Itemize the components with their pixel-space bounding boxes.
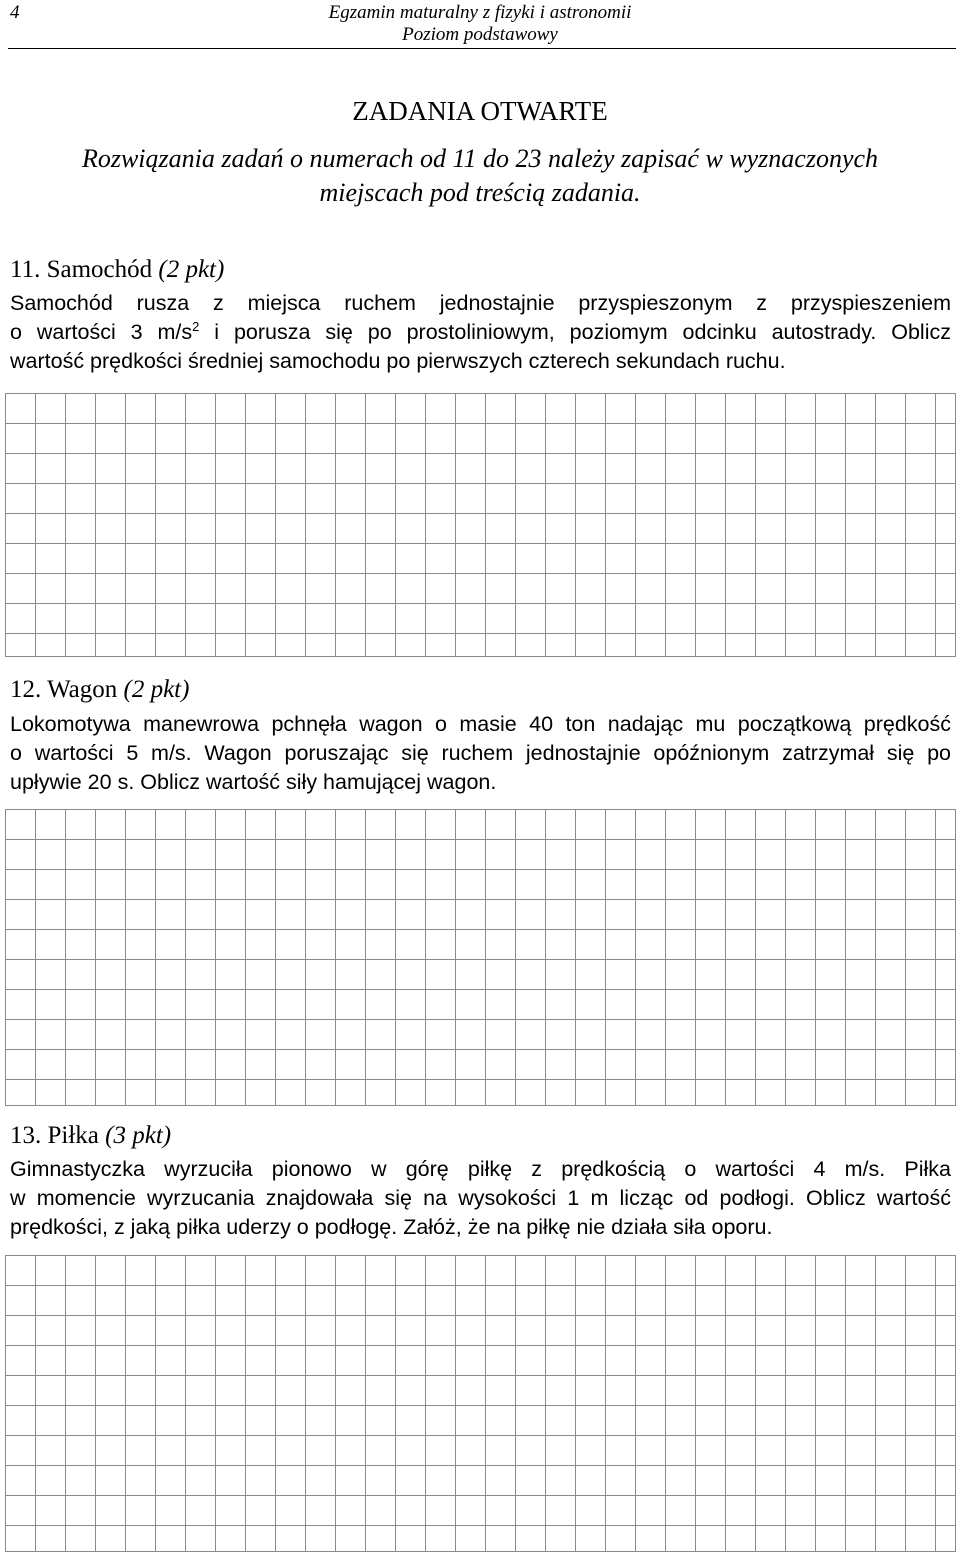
task-number: 12. bbox=[10, 676, 42, 703]
task-name: Samochód bbox=[46, 256, 153, 283]
answer-grid-12[interactable] bbox=[5, 809, 956, 1106]
task-number: 11. bbox=[10, 256, 41, 283]
task-11-line-2-end: i porusza się po prostoliniowym, poziomym odcinku autostrady. Oblicz bbox=[199, 320, 951, 344]
task-13-text bbox=[10, 1155, 951, 1242]
answer-grid-13[interactable] bbox=[5, 1255, 956, 1552]
section-instruction bbox=[40, 142, 920, 210]
answer-grid-11[interactable] bbox=[5, 393, 956, 657]
task-number: 13. bbox=[10, 1122, 42, 1149]
task-11-line-3: wartość prędkości średniej samochodu po pierwszych czterech sekundach ruchu. bbox=[10, 349, 786, 373]
task-12-text bbox=[10, 710, 951, 797]
task-13-title bbox=[10, 1122, 171, 1150]
task-12-line-3: upływie 20 s. Oblicz wartość siły hamującej wagon. bbox=[10, 770, 497, 794]
task-13-line-2: w momencie wyrzucania znajdowała się na wysokości 1 m licząc od podłogi. Oblicz wartość bbox=[10, 1186, 951, 1210]
task-13-line-3: prędkości, z jaką piłka uderzy o podłogę. Załóż, że na piłkę nie działa siła oporu. bbox=[10, 1215, 773, 1239]
task-12-line-1: Lokomotywa manewrowa pchnęła wagon o masie 40 ton nadając mu początkową prędkość bbox=[10, 712, 951, 736]
instruction-line-1: Rozwiązania zadań o numerach od 11 do 23 należy zapisać w wyznaczonych bbox=[81, 144, 879, 173]
exam-level: Poziom podstawowy bbox=[402, 24, 558, 45]
task-12-line-2: o wartości 5 m/s. Wagon poruszając się ruchem jednostajnie opóźnionym zatrzymał się po bbox=[10, 741, 951, 765]
task-11-line-1: Samochód rusza z miejsca ruchem jednostajnie przyspieszonym z przyspieszeniem bbox=[10, 291, 951, 315]
task-points: (2 pkt) bbox=[158, 256, 225, 283]
task-points: (2 pkt) bbox=[123, 676, 190, 703]
task-11-title bbox=[10, 256, 224, 284]
page-number: 4 bbox=[10, 2, 20, 23]
unit-exponent: 2 bbox=[192, 318, 200, 334]
section-title: ZADANIA OTWARTE bbox=[352, 96, 608, 126]
exam-title: Egzamin maturalny z fizyki i astronomii bbox=[328, 2, 632, 23]
task-11-line-2-start: o wartości 3 m/s bbox=[10, 320, 193, 344]
task-13-line-1: Gimnastyczka wyrzuciła pionowo w górę piłkę z prędkością o wartości 4 m/s. Piłka bbox=[10, 1157, 951, 1181]
instruction-line-2: miejscach pod treścią zadania. bbox=[319, 178, 641, 207]
task-12-title bbox=[10, 676, 189, 704]
task-name: Piłka bbox=[47, 1122, 99, 1149]
header-divider bbox=[8, 48, 956, 49]
task-points: (3 pkt) bbox=[105, 1122, 172, 1149]
task-name: Wagon bbox=[47, 676, 118, 703]
task-11-line-2 bbox=[10, 318, 951, 347]
task-11-text bbox=[10, 289, 951, 376]
